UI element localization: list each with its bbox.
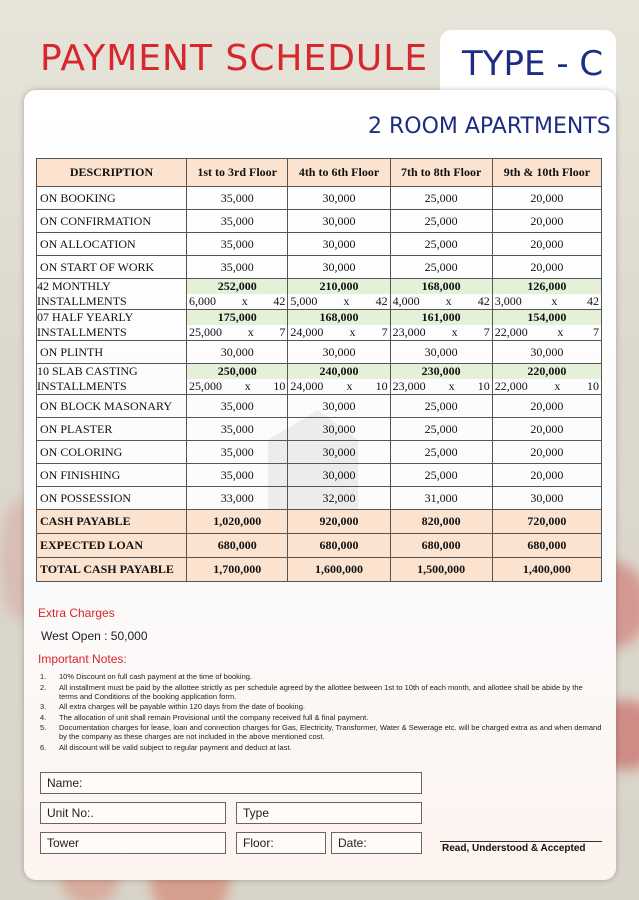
amount-cell: 30,000 [390, 341, 492, 364]
note-number: 1. [40, 672, 47, 681]
installment-cell [187, 279, 288, 310]
installment-count: 7 [279, 325, 286, 339]
note-item [40, 702, 602, 711]
installment-total: 168,000 [288, 310, 389, 325]
column-header: 9th & 10th Floor [492, 159, 601, 187]
installment-total: 230,000 [391, 364, 492, 379]
installment-total: 168,000 [391, 279, 492, 294]
amount-cell: 32,000 [288, 487, 390, 510]
installment-amount: 22,000 [494, 325, 528, 339]
installment-breakdown [288, 379, 389, 394]
amount-cell: 25,000 [390, 256, 492, 279]
note-item [40, 713, 602, 722]
note-text: 10% Discount on full cash payment at the time of booking. [59, 672, 253, 681]
installment-amount: 6,000 [189, 294, 216, 308]
amount-cell: 20,000 [492, 256, 601, 279]
installment-breakdown [187, 325, 287, 340]
amount-cell: 25,000 [390, 464, 492, 487]
amount-cell: 25,000 [390, 395, 492, 418]
amount-cell: 25,000 [390, 210, 492, 233]
amount-cell: 1,700,000 [187, 558, 288, 582]
installment-cell [288, 279, 390, 310]
amount-cell: 820,000 [390, 510, 492, 534]
note-item [40, 672, 602, 681]
installment-row [37, 310, 602, 341]
installment-breakdown [288, 325, 389, 340]
notes-list [40, 672, 602, 753]
signature-label: Read, Understood & Accepted [442, 843, 586, 854]
row-label: CASH PAYABLE [37, 510, 187, 534]
table-row [37, 510, 602, 534]
installment-amount: 25,000 [189, 379, 222, 393]
payment-schedule-table [36, 158, 602, 582]
table-row [37, 187, 602, 210]
installment-count: 7 [381, 325, 388, 339]
tower-field[interactable]: Tower [40, 832, 226, 854]
amount-cell: 30,000 [288, 341, 390, 364]
row-label: ON START OF WORK [37, 256, 187, 279]
type-label: TYPE - C [462, 44, 604, 84]
installment-count: 42 [586, 294, 599, 308]
installment-breakdown [391, 379, 492, 394]
multiply-sign: x [244, 379, 251, 393]
row-label-line2: INSTALLMENTS [37, 294, 127, 308]
signature-line [440, 841, 602, 842]
installment-cell [390, 364, 492, 395]
amount-cell: 680,000 [492, 534, 601, 558]
page-title: PAYMENT SCHEDULE [40, 38, 429, 79]
amount-cell: 30,000 [187, 341, 288, 364]
column-header: 4th to 6th Floor [288, 159, 390, 187]
amount-cell: 1,600,000 [288, 558, 390, 582]
installment-row [37, 279, 602, 310]
installment-total: 126,000 [493, 279, 601, 294]
amount-cell: 680,000 [390, 534, 492, 558]
note-number: 3. [40, 702, 47, 711]
installment-cell [390, 279, 492, 310]
installment-total: 210,000 [288, 279, 389, 294]
row-label [37, 279, 187, 310]
amount-cell: 30,000 [288, 441, 390, 464]
row-label: TOTAL CASH PAYABLE [37, 558, 187, 582]
table-row [37, 256, 602, 279]
installment-breakdown [493, 379, 601, 394]
amount-cell: 31,000 [390, 487, 492, 510]
installment-cell [492, 279, 601, 310]
note-text: All extra charges will be payable within 120 days from the date of booking. [59, 702, 305, 711]
amount-cell: 20,000 [492, 418, 601, 441]
table-row [37, 534, 602, 558]
multiply-sign: x [349, 325, 356, 339]
installment-amount: 23,000 [392, 325, 426, 339]
installment-amount: 24,000 [290, 379, 324, 393]
name-field[interactable]: Name: [40, 772, 422, 794]
multiply-sign: x [346, 379, 353, 393]
amount-cell: 680,000 [187, 534, 288, 558]
installment-amount: 3,000 [494, 294, 522, 308]
multiply-sign: x [241, 294, 248, 308]
table-row [37, 341, 602, 364]
unit-no-field[interactable]: Unit No:. [40, 802, 226, 824]
installment-amount: 25,000 [189, 325, 222, 339]
installment-total: 154,000 [493, 310, 601, 325]
west-open-charge: West Open : 50,000 [41, 629, 148, 643]
amount-cell: 33,000 [187, 487, 288, 510]
amount-cell: 1,400,000 [492, 558, 601, 582]
amount-cell: 35,000 [187, 256, 288, 279]
amount-cell: 680,000 [288, 534, 390, 558]
multiply-sign: x [554, 379, 561, 393]
installment-breakdown [493, 325, 601, 340]
table-row [37, 487, 602, 510]
row-label-line1: 07 HALF YEARLY [37, 310, 134, 324]
installment-count: 7 [483, 325, 490, 339]
installment-cell [492, 310, 601, 341]
floor-field[interactable]: Floor: [236, 832, 326, 854]
note-text: All installment must be paid by the allottee strictly as per schedule agreed by the allottee between 1st to 10th of each month, and allottee shall be abide by the terms and Conditions of the booking application form. [59, 682, 583, 701]
installment-amount: 23,000 [392, 379, 426, 393]
multiply-sign: x [551, 294, 558, 308]
installment-total: 252,000 [187, 279, 287, 294]
table-row [37, 441, 602, 464]
amount-cell: 35,000 [187, 395, 288, 418]
installment-breakdown [187, 379, 287, 394]
note-number: 4. [40, 712, 47, 722]
note-number: 5. [40, 723, 47, 732]
table-row [37, 233, 602, 256]
amount-cell: 35,000 [187, 418, 288, 441]
amount-cell: 30,000 [288, 256, 390, 279]
note-text: Documentation charges for lease, loan and connection charges for Gas, Electricity, Transformer, Water & Sewerage etc. will be charged extra as and when demand by the company as these charges are not included in the above mentioned cost. [59, 723, 602, 741]
type-field[interactable]: Type [236, 802, 422, 824]
installment-total: 220,000 [493, 364, 601, 379]
amount-cell: 920,000 [288, 510, 390, 534]
multiply-sign: x [557, 325, 564, 339]
installment-amount: 4,000 [392, 294, 420, 308]
installment-cell [187, 364, 288, 395]
amount-cell: 35,000 [187, 441, 288, 464]
amount-cell: 35,000 [187, 210, 288, 233]
installment-count: 10 [586, 379, 599, 393]
row-label: EXPECTED LOAN [37, 534, 187, 558]
amount-cell: 20,000 [492, 464, 601, 487]
table-row [37, 210, 602, 233]
amount-cell: 25,000 [390, 233, 492, 256]
note-number: 2. [40, 682, 47, 692]
installment-amount: 5,000 [290, 294, 318, 308]
amount-cell: 1,500,000 [390, 558, 492, 582]
amount-cell: 30,000 [288, 395, 390, 418]
row-label: ON ALLOCATION [37, 233, 187, 256]
installment-amount: 24,000 [290, 325, 324, 339]
important-notes-heading: Important Notes: [38, 652, 127, 666]
multiply-sign: x [247, 325, 254, 339]
table-row [37, 418, 602, 441]
column-header: 7th to 8th Floor [390, 159, 492, 187]
row-label-line2: INSTALLMENTS [37, 379, 127, 393]
row-label: ON FINISHING [37, 464, 187, 487]
row-label: ON PLASTER [37, 418, 187, 441]
amount-cell: 30,000 [288, 210, 390, 233]
note-text: The allocation of unit shall remain Provisional until the company received full & final payment. [59, 712, 369, 722]
multiply-sign: x [451, 325, 458, 339]
installment-total: 161,000 [391, 310, 492, 325]
installment-count: 42 [375, 294, 388, 308]
row-label: ON COLORING [37, 441, 187, 464]
note-item [40, 683, 602, 701]
row-label: ON BLOCK MASONARY [37, 395, 187, 418]
installment-breakdown [288, 294, 389, 309]
amount-cell: 35,000 [187, 233, 288, 256]
amount-cell: 30,000 [288, 418, 390, 441]
amount-cell: 20,000 [492, 441, 601, 464]
row-label: ON CONFIRMATION [37, 210, 187, 233]
row-label-line1: 10 SLAB CASTING [37, 364, 138, 378]
amount-cell: 30,000 [288, 187, 390, 210]
table-row [37, 395, 602, 418]
row-label-line2: INSTALLMENTS [37, 325, 127, 339]
installment-count: 10 [375, 379, 388, 393]
note-item [40, 723, 602, 741]
installment-count: 10 [273, 379, 286, 393]
table-row [37, 464, 602, 487]
table-row [37, 558, 602, 582]
amount-cell: 720,000 [492, 510, 601, 534]
installment-count: 7 [592, 325, 599, 339]
installment-cell [187, 310, 288, 341]
installment-cell [390, 310, 492, 341]
amount-cell: 20,000 [492, 395, 601, 418]
apartment-type: 2 ROOM APARTMENTS [368, 114, 611, 139]
amount-cell: 35,000 [187, 187, 288, 210]
date-field[interactable]: Date: [331, 832, 422, 854]
note-item [40, 743, 602, 752]
amount-cell: 25,000 [390, 441, 492, 464]
row-label-line1: 42 MONTHLY [37, 279, 111, 293]
installment-cell [288, 364, 390, 395]
row-label [37, 310, 187, 341]
installment-breakdown [391, 294, 492, 309]
installment-cell [492, 364, 601, 395]
amount-cell: 30,000 [288, 233, 390, 256]
multiply-sign: x [343, 294, 350, 308]
multiply-sign: x [448, 379, 455, 393]
row-label [37, 364, 187, 395]
installment-amount: 22,000 [494, 379, 528, 393]
amount-cell: 30,000 [288, 464, 390, 487]
installment-cell [288, 310, 390, 341]
amount-cell: 35,000 [187, 464, 288, 487]
amount-cell: 25,000 [390, 187, 492, 210]
note-number: 6. [40, 742, 47, 752]
installment-total: 250,000 [187, 364, 287, 379]
installment-breakdown [391, 325, 492, 340]
amount-cell: 20,000 [492, 210, 601, 233]
installment-row [37, 364, 602, 395]
amount-cell: 20,000 [492, 187, 601, 210]
note-text: All discount will be valid subject to regular payment and deduct at last. [59, 742, 292, 752]
installment-count: 42 [477, 294, 490, 308]
row-label: ON PLINTH [37, 341, 187, 364]
row-label: ON BOOKING [37, 187, 187, 210]
installment-count: 10 [477, 379, 490, 393]
extra-charges-heading: Extra Charges [38, 606, 115, 620]
installment-total: 175,000 [187, 310, 287, 325]
row-label: ON POSSESSION [37, 487, 187, 510]
column-header: DESCRIPTION [37, 159, 187, 187]
amount-cell: 30,000 [492, 487, 601, 510]
installment-total: 240,000 [288, 364, 389, 379]
column-header: 1st to 3rd Floor [187, 159, 288, 187]
installment-breakdown [493, 294, 601, 309]
amount-cell: 30,000 [492, 341, 601, 364]
amount-cell: 1,020,000 [187, 510, 288, 534]
installment-breakdown [187, 294, 287, 309]
amount-cell: 25,000 [390, 418, 492, 441]
table-header-row [37, 159, 602, 187]
amount-cell: 20,000 [492, 233, 601, 256]
installment-count: 42 [273, 294, 286, 308]
multiply-sign: x [445, 294, 452, 308]
